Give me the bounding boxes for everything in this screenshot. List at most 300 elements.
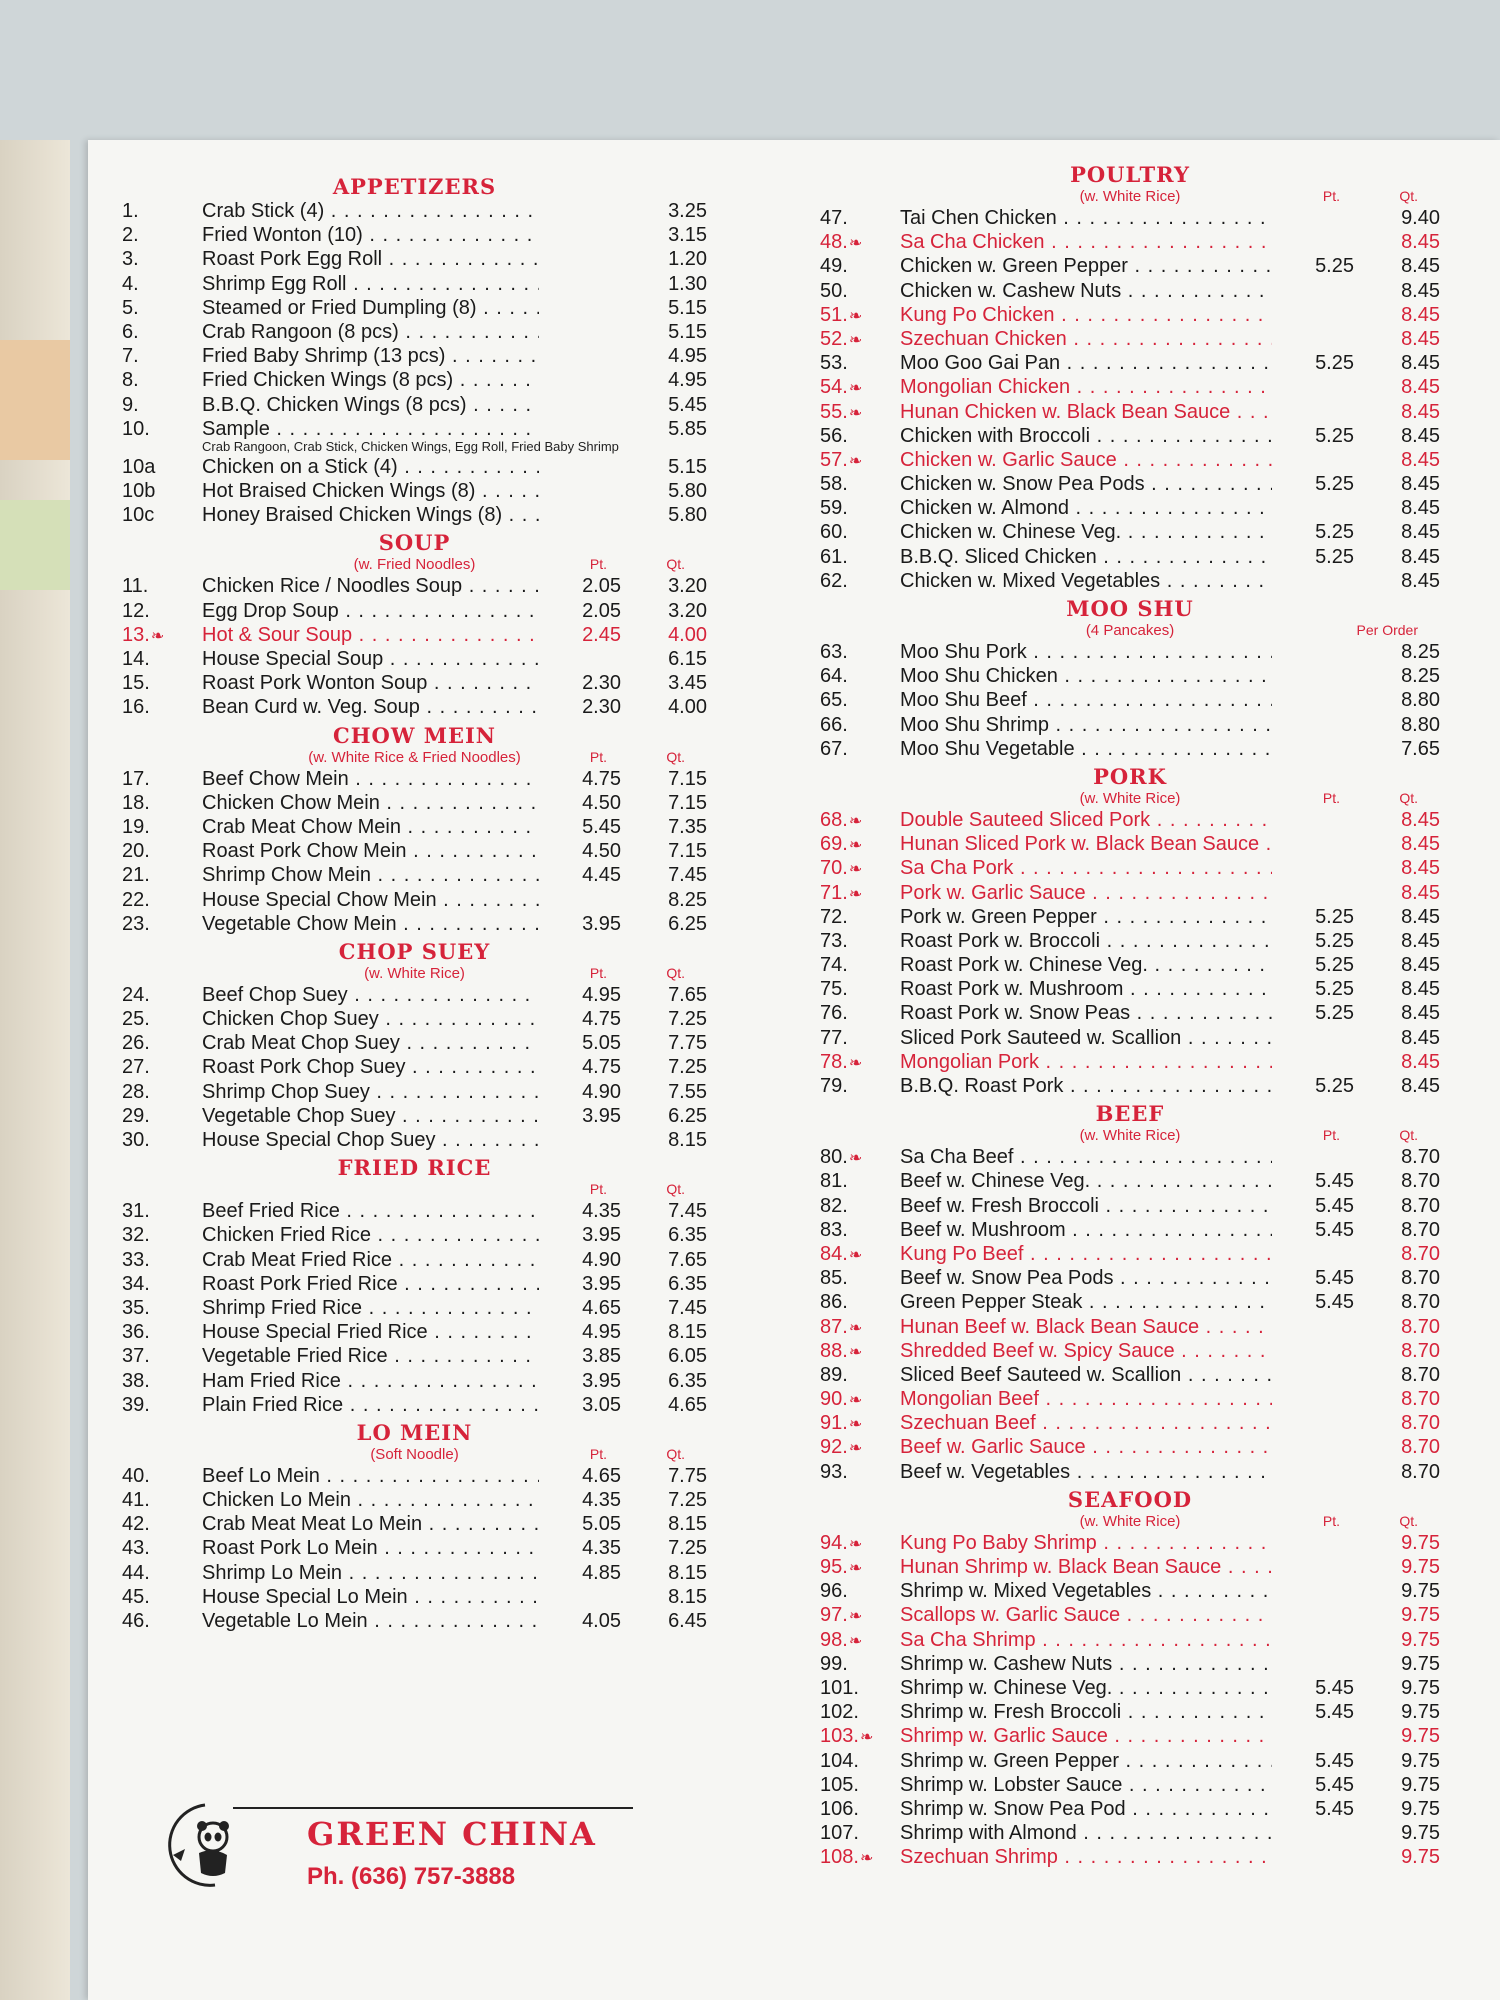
item-number (122, 1536, 184, 1560)
menu-item (820, 905, 1440, 929)
quart-price: 8.70 (1401, 1218, 1440, 1241)
menu-item (820, 400, 1440, 424)
item-number (820, 400, 890, 426)
item-number-text: 42. (122, 1513, 150, 1536)
quart-price: 8.45 (1401, 1002, 1440, 1025)
quart-price: 8.70 (1401, 1412, 1440, 1435)
item-name: Roast Pork w. Broccoli . . . (900, 929, 1272, 953)
quart-price: 8.45 (1401, 1026, 1440, 1049)
quart-price: 5.15 (668, 320, 707, 343)
item-number-text: 12. (122, 599, 150, 622)
item-number-text: 26. (122, 1032, 150, 1055)
menu-item (122, 1031, 707, 1055)
item-number-text: 71. (820, 881, 848, 904)
quart-price: 8.15 (668, 1561, 707, 1584)
item-number-text: 86. (820, 1291, 848, 1314)
section-subheader (820, 187, 1440, 206)
menu-item (122, 599, 707, 623)
section-title: CHOW MEIN (332, 722, 496, 748)
item-number (122, 791, 184, 815)
menu-item (122, 1320, 707, 1344)
menu-item (122, 1585, 707, 1609)
section-title: BEEF (1095, 1101, 1165, 1127)
quart-price: 8.45 (1401, 400, 1440, 423)
item-number (820, 1460, 890, 1484)
item-number (820, 1145, 890, 1171)
item-number-text: 99. (820, 1652, 848, 1675)
item-number-text: 101. (820, 1676, 859, 1699)
item-number (820, 1821, 890, 1845)
pint-price: 5.45 (1315, 1170, 1354, 1193)
quart-price: 9.75 (1401, 1580, 1440, 1603)
item-number-text: 9. (122, 393, 139, 416)
quart-price: 9.75 (1401, 1725, 1440, 1748)
item-number (820, 351, 890, 375)
menu-item (820, 977, 1440, 1001)
pint-price: 5.05 (582, 1032, 621, 1055)
item-name: Bean Curd w. Veg. Soup . . . (202, 695, 539, 719)
pint-header: Pt. (589, 556, 607, 573)
item-name: Shrimp w. Lobster Sauce . . . (900, 1773, 1272, 1797)
item-number (820, 1628, 890, 1654)
menu-item (820, 1435, 1440, 1459)
item-number-text: 45. (122, 1585, 150, 1608)
menu-item (820, 303, 1440, 327)
item-name: Chicken w. Cashew Nuts . . . (900, 279, 1272, 303)
item-number (820, 953, 890, 977)
quart-price: 7.35 (668, 815, 707, 838)
quart-price: 7.55 (668, 1080, 707, 1103)
menu-item (820, 1050, 1440, 1074)
menu-item (820, 1145, 1440, 1169)
item-name: Chicken with Broccoli . . . (900, 424, 1272, 448)
menu-section (820, 163, 1440, 593)
item-name: Vegetable Chow Mein . . . (202, 912, 539, 936)
quart-price: 7.75 (668, 1032, 707, 1055)
item-number-text: 22. (122, 888, 150, 911)
pint-price: 4.75 (582, 1056, 621, 1079)
menu-section (122, 724, 707, 936)
pepper-icon: ❧ (848, 235, 863, 253)
item-number-text: 16. (122, 696, 150, 719)
item-number-text: 97. (820, 1604, 848, 1627)
quart-price: 7.45 (668, 1296, 707, 1319)
item-number-text: 64. (820, 665, 848, 688)
menu-item (122, 839, 707, 863)
quart-price: 8.45 (1401, 231, 1440, 254)
quart-price: 8.45 (1401, 954, 1440, 977)
item-name: Beef w. Mushroom . . . (900, 1218, 1272, 1242)
menu-item (820, 1724, 1440, 1748)
menu-item (820, 1026, 1440, 1050)
menu-item (820, 1460, 1440, 1484)
quart-price: 8.45 (1401, 881, 1440, 904)
item-number-text: 107. (820, 1822, 859, 1845)
quart-price: 5.85 (668, 417, 707, 440)
quart-price: 8.70 (1401, 1146, 1440, 1169)
item-number-text: 35. (122, 1296, 150, 1319)
backdrop-stripe (0, 340, 70, 460)
item-name: Crab Meat Meat Lo Mein . . . (202, 1512, 539, 1536)
quart-price: 8.70 (1401, 1194, 1440, 1217)
item-number (820, 713, 890, 737)
section-subtitle: (w. White Rice) (1079, 1127, 1181, 1145)
menu-item (820, 808, 1440, 832)
item-number (820, 1387, 890, 1413)
section-title: POULTRY (1070, 162, 1190, 187)
item-number-text: 69. (820, 833, 848, 856)
item-name: Chicken Lo Mein . . . (202, 1488, 539, 1512)
item-number (122, 393, 184, 417)
item-name: Roast Pork Egg Roll . . . (202, 247, 539, 271)
pint-price: 3.05 (582, 1393, 621, 1416)
item-number (820, 496, 890, 520)
pint-price: 5.45 (1315, 1773, 1354, 1796)
restaurant-name: GREEN CHINA (307, 1815, 597, 1853)
quart-price: 7.65 (668, 983, 707, 1006)
item-name: Beef w. Vegetables . . . (900, 1460, 1272, 1484)
quart-price: 4.00 (668, 623, 707, 646)
item-name: Chicken Rice / Noodles Soup . . . (202, 574, 539, 598)
item-number-text: 18. (122, 791, 150, 814)
item-number (820, 1315, 890, 1341)
quart-price: 4.65 (668, 1393, 707, 1416)
section-title: CHOP SUEY (338, 938, 491, 964)
item-number (122, 888, 184, 912)
item-name: Shrimp w. Mixed Vegetables . . . (900, 1579, 1272, 1603)
item-number-text: 65. (820, 689, 848, 712)
item-name: Green Pepper Steak . . . (900, 1290, 1272, 1314)
item-name: Hunan Beef w. Black Bean Sauce . . . (900, 1315, 1272, 1339)
menu-item (122, 368, 707, 392)
menu-item (122, 1199, 707, 1223)
item-name: Beef w. Chinese Veg. . . . (900, 1169, 1272, 1193)
pepper-icon: ❧ (848, 1416, 863, 1434)
quart-price: 8.45 (1401, 327, 1440, 350)
item-name: Sa Cha Beef . . . (900, 1145, 1272, 1169)
menu-item (820, 640, 1440, 664)
item-number (122, 296, 184, 320)
item-number-text: 15. (122, 672, 150, 695)
item-number (122, 1104, 184, 1128)
item-name: Roast Pork Chop Suey . . . (202, 1055, 539, 1079)
item-number (122, 1296, 184, 1320)
quart-price: 8.45 (1401, 497, 1440, 520)
item-number (820, 1652, 890, 1676)
pepper-icon: ❧ (859, 1729, 874, 1747)
pepper-icon: ❧ (848, 1054, 863, 1072)
item-name: Kung Po Beef . . . (900, 1242, 1272, 1266)
item-name: Shrimp w. Chinese Veg. . . . (900, 1676, 1272, 1700)
item-name: Hunan Chicken w. Black Bean Sauce . . . (900, 400, 1272, 424)
item-name: Crab Rangoon (8 pcs) . . . (202, 320, 539, 344)
item-name: Chicken Fried Rice . . . (202, 1223, 539, 1247)
item-number (820, 1724, 890, 1750)
item-number-text: 102. (820, 1701, 859, 1724)
item-name: Honey Braised Chicken Wings (8) . . . (202, 503, 539, 527)
item-number (820, 1700, 890, 1724)
pint-price: 2.05 (582, 575, 621, 598)
menu-item (820, 327, 1440, 351)
pint-price: 4.85 (582, 1561, 621, 1584)
pint-price: 4.90 (582, 1248, 621, 1271)
item-number-text: 87. (820, 1315, 848, 1338)
item-number-text: 3. (122, 248, 139, 271)
item-number-text: 37. (122, 1345, 150, 1368)
item-number-text: 10c (122, 504, 155, 527)
item-number-text: 58. (820, 473, 848, 496)
item-number-text: 46. (122, 1610, 150, 1632)
quart-price: 8.15 (668, 1513, 707, 1536)
quart-price: 8.45 (1401, 808, 1440, 831)
item-name: House Special Fried Rice . . . (202, 1320, 539, 1344)
section-title: SEAFOOD (1067, 1486, 1193, 1512)
item-name: Roast Pork Chow Mein . . . (202, 839, 539, 863)
item-number (122, 671, 184, 695)
item-name: Sliced Pork Sauteed w. Scallion . . . (900, 1026, 1272, 1050)
item-number (820, 1242, 890, 1268)
item-number-text: 13. (122, 623, 150, 646)
item-number-text: 96. (820, 1580, 848, 1603)
quart-header: Qt. (666, 1445, 685, 1462)
item-number (122, 815, 184, 839)
quart-price: 9.75 (1401, 1749, 1440, 1772)
item-number (122, 1007, 184, 1031)
item-number-text: 78. (820, 1050, 848, 1073)
item-number-text: 53. (820, 352, 848, 375)
item-number-text: 72. (820, 905, 848, 928)
pint-price: 5.45 (1315, 1676, 1354, 1699)
pepper-icon: ❧ (848, 1440, 863, 1458)
pint-price: 5.25 (1315, 1075, 1354, 1097)
item-name: House Special Chow Mein . . . (202, 888, 539, 912)
item-name: Tai Chen Chicken . . . (900, 206, 1272, 230)
menu-item (820, 351, 1440, 375)
menu-item (122, 1248, 707, 1272)
item-name: Mongolian Beef . . . (900, 1387, 1272, 1411)
pepper-icon: ❧ (848, 885, 863, 903)
item-number-text: 90. (820, 1388, 848, 1411)
quart-price: 8.70 (1401, 1460, 1440, 1483)
item-number (122, 223, 184, 247)
item-number-text: 6. (122, 320, 139, 343)
pint-price: 3.95 (582, 1272, 621, 1295)
quart-header: Qt. (666, 556, 685, 573)
item-number (820, 254, 890, 278)
menu-item (820, 1797, 1440, 1821)
item-number-text: 17. (122, 767, 150, 790)
menu-item (820, 1218, 1440, 1242)
menu-item (820, 496, 1440, 520)
quart-price: 8.45 (1401, 1075, 1440, 1097)
item-number-text: 32. (122, 1224, 150, 1247)
menu-item (122, 1344, 707, 1368)
quart-price: 8.45 (1401, 833, 1440, 856)
pint-price: 4.05 (582, 1610, 621, 1632)
item-number-text: 57. (820, 448, 848, 471)
item-number (820, 1169, 890, 1193)
item-name: Chicken Chow Mein . . . (202, 791, 539, 815)
quart-price: 6.35 (668, 1224, 707, 1247)
menu-item (820, 737, 1440, 761)
item-name: Beef w. Fresh Broccoli . . . (900, 1194, 1272, 1218)
pepper-icon: ❧ (848, 812, 863, 830)
menu-item (820, 1194, 1440, 1218)
item-number (820, 1773, 890, 1797)
item-name: Hot Braised Chicken Wings (8) . . . (202, 479, 539, 503)
item-number (820, 640, 890, 664)
item-number-text: 27. (122, 1056, 150, 1079)
pepper-icon: ❧ (848, 1392, 863, 1410)
pint-price: 5.45 (582, 815, 621, 838)
item-number (122, 1223, 184, 1247)
item-name: Scallops w. Garlic Sauce . . . (900, 1603, 1272, 1627)
item-number-text: 83. (820, 1218, 848, 1241)
item-number-text: 79. (820, 1075, 848, 1097)
quart-price: 7.25 (668, 1537, 707, 1560)
item-name: Roast Pork w. Snow Peas . . . (900, 1001, 1272, 1025)
item-number-text: 70. (820, 857, 848, 880)
section-subtitle: (w. White Rice) (364, 964, 465, 982)
menu-item (820, 375, 1440, 399)
item-number-text: 49. (820, 255, 848, 278)
quart-header: Qt. (1399, 789, 1418, 806)
item-name: Crab Meat Chow Mein . . . (202, 815, 539, 839)
menu-item (122, 888, 707, 912)
menu-item (122, 791, 707, 815)
item-number (820, 545, 890, 569)
item-number-text: 60. (820, 521, 848, 544)
section-subtitle: (w. White Rice & Fried Noodles) (308, 748, 521, 766)
item-number-text: 34. (122, 1272, 150, 1295)
item-number (122, 455, 184, 479)
item-number-text: 61. (820, 545, 848, 568)
menu-item (820, 881, 1440, 905)
backdrop-stripe (0, 500, 70, 590)
item-name: Hunan Shrimp w. Black Bean Sauce . . . (900, 1555, 1272, 1579)
item-number (820, 977, 890, 1001)
item-number (122, 647, 184, 671)
item-number (820, 375, 890, 401)
pepper-icon: ❧ (848, 1608, 863, 1626)
item-name: Crab Stick (4) . . . (202, 199, 539, 223)
section-title: MOO SHU (1066, 596, 1194, 621)
menu-item (122, 1104, 707, 1128)
item-name: Hot & Sour Soup . . . (202, 623, 539, 647)
menu-item (820, 1266, 1440, 1290)
pint-price: 5.25 (1315, 1002, 1354, 1025)
menu-item (122, 247, 707, 271)
item-number-text: 11. (122, 575, 149, 598)
item-number-text: 44. (122, 1561, 150, 1584)
pint-price: 4.65 (582, 1464, 621, 1487)
item-number (820, 1845, 890, 1871)
menu-item (820, 424, 1440, 448)
pint-price: 4.65 (582, 1296, 621, 1319)
pint-price: 5.25 (1315, 521, 1354, 544)
item-number-text: 2. (122, 224, 139, 247)
pepper-icon: ❧ (848, 837, 863, 855)
menu-item (122, 623, 707, 647)
pint-price: 5.25 (1315, 473, 1354, 496)
quart-price: 8.45 (1401, 255, 1440, 278)
pint-header: Pt. (589, 964, 607, 981)
item-number-text: 89. (820, 1363, 848, 1386)
quart-price: 9.75 (1401, 1676, 1440, 1699)
item-name: House Special Soup . . . (202, 647, 539, 671)
item-number (122, 320, 184, 344)
pepper-icon: ❧ (848, 1343, 863, 1361)
menu-item (122, 767, 707, 791)
item-number (820, 1531, 890, 1557)
quart-header: Qt. (1399, 1127, 1418, 1144)
item-name: Sa Cha Pork . . . (900, 856, 1272, 880)
menu-item (122, 695, 707, 719)
item-number (820, 1050, 890, 1076)
quart-price: 5.45 (668, 393, 707, 416)
quart-price: 5.80 (668, 480, 707, 503)
menu-item (122, 455, 707, 479)
item-number-text: 63. (820, 641, 848, 663)
quart-price: 8.25 (1401, 641, 1440, 663)
quart-price: 8.45 (1401, 929, 1440, 952)
quart-price: 8.15 (668, 1585, 707, 1608)
item-number (820, 206, 890, 230)
quart-price: 7.25 (668, 1056, 707, 1079)
item-name: Shrimp w. Snow Pea Pod . . . (900, 1797, 1272, 1821)
pepper-icon: ❧ (848, 1535, 863, 1553)
menu-item (820, 1339, 1440, 1363)
item-number (820, 1026, 890, 1050)
item-number (122, 1080, 184, 1104)
item-number (820, 1194, 890, 1218)
menu-item (122, 1561, 707, 1585)
item-number-text: 20. (122, 840, 150, 863)
item-number (122, 912, 184, 936)
item-number (820, 1749, 890, 1773)
pint-price: 4.75 (582, 1008, 621, 1031)
item-number (122, 983, 184, 1007)
item-name: Beef w. Garlic Sauce . . . (900, 1435, 1272, 1459)
item-number-text: 14. (122, 648, 150, 670)
menu-item (820, 520, 1440, 544)
pepper-icon: ❧ (848, 1319, 863, 1337)
item-name: Chicken w. Mixed Vegetables . . . (900, 569, 1272, 593)
quart-price: 1.20 (668, 248, 707, 271)
section-subtitle: (4 Pancakes) (1085, 622, 1175, 639)
menu-section (122, 940, 707, 1152)
quart-price: 8.70 (1401, 1242, 1440, 1265)
item-number (820, 832, 890, 858)
menu-item (122, 1609, 707, 1633)
menu-item (820, 832, 1440, 856)
menu-item (820, 1579, 1440, 1603)
menu-item (820, 1555, 1440, 1579)
quart-price: 7.75 (668, 1464, 707, 1487)
section-title: PORK (1093, 763, 1167, 789)
item-number (122, 574, 184, 598)
item-number-text: 85. (820, 1267, 848, 1290)
menu-item (122, 344, 707, 368)
menu-item (122, 1223, 707, 1247)
section-title: FRIED RICE (337, 1155, 492, 1181)
menu-item (820, 856, 1440, 880)
item-number-text: 88. (820, 1339, 848, 1362)
quart-price: 4.95 (668, 345, 707, 368)
menu-item (122, 417, 707, 441)
item-name: Chicken w. Green Pepper . . . (900, 254, 1272, 278)
pint-header: Pt. (1322, 789, 1340, 806)
